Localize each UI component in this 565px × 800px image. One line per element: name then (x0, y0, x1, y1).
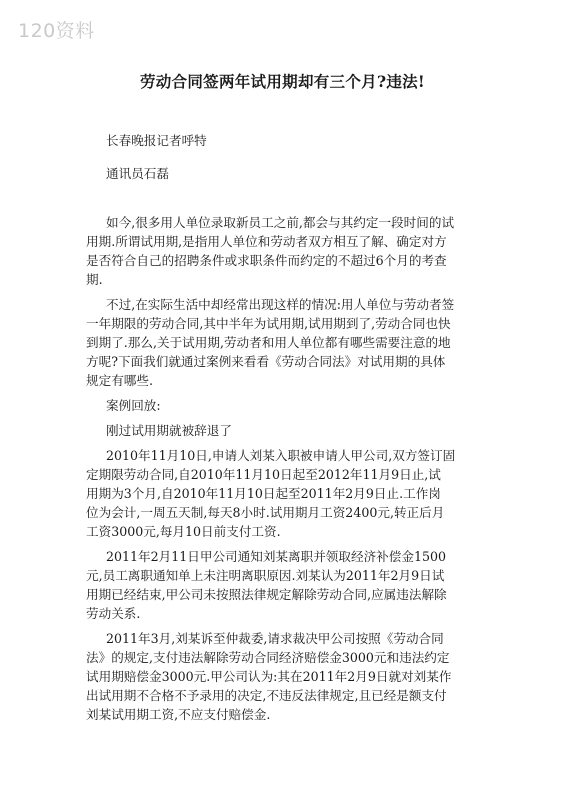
paragraph-line: 劳动关系. (86, 606, 141, 621)
paragraph-line: 位为会计,一周五天制,每天8小时.试用期月工资2400元,转正后月 (86, 505, 445, 520)
paragraph-line: 方呢?下面我们就通过案例来看看《劳动合同法》对试用期的具体 (86, 354, 446, 369)
paragraph-line: 2011年2月11日甲公司通知刘某离职并领取经济补偿金1500 (106, 549, 447, 564)
paragraph-line: 一年期限的劳动合同,其中半年为试用期,试用期到了,劳动合同也快 (86, 316, 451, 331)
case-subheading: 刚过试用期就被辞退了 (106, 423, 232, 438)
watermark-logo: 120资料 (18, 20, 95, 42)
paragraph-line: 工资3000元,每月10日前支付工资. (86, 524, 281, 539)
paragraph-line: 法》的规定,支付违法解除劳动合同经济赔偿金3000元和违法约定 (86, 650, 450, 665)
paragraph-line: 刘某试用期工资,不应支付赔偿金. (86, 707, 271, 722)
paragraph-line: 规定有哪些. (86, 373, 153, 388)
paragraph-line: 2010年11月10日,申请人刘某入职被申请人甲公司,双方签订固 (106, 448, 456, 463)
paragraph-line: 不过,在实际生活中却经常出现这样的情况:用人单位与劳动者签 (106, 297, 455, 312)
paragraph-line: 用期.所谓试用期,是指用人单位和劳动者双方相互了解、确定对方 (86, 234, 447, 249)
paragraph-line: 期. (86, 272, 103, 287)
paragraph-line: 试用期赔偿金3000元.甲公司认为:其在2011年2月9日就对刘某作 (86, 669, 452, 684)
paragraph-line: 到期了.那么,关于试用期,劳动者和用人单位都有哪些需要注意的地 (86, 335, 451, 350)
paragraph-line: 用期为3个月,自2010年11月10日起至2011年2月9日止.工作岗 (86, 486, 441, 501)
paragraph-line: 用期已经结束,甲公司未按照法律规定解除劳动合同,应属违法解除 (86, 587, 447, 602)
section-heading: 案例回放: (106, 398, 161, 413)
byline-correspondent: 通讯员石磊 (106, 166, 169, 181)
paragraph-line: 出试用期不合格不予录用的决定,不违反法律规定,且已经是额支付 (86, 688, 447, 703)
paragraph-line: 元,员工离职通知单上未注明离职原因.刘某认为2011年2月9日试 (86, 568, 445, 583)
byline-reporter: 长春晚报记者呼特 (106, 133, 207, 148)
article-title: 劳动合同签两年试用期却有三个月?违法! (139, 72, 426, 91)
paragraph-line: 2011年3月,刘某诉至仲裁委,请求裁决甲公司按照《劳动合同 (106, 631, 444, 646)
paragraph-line: 如今,很多用人单位录取新员工之前,都会与其约定一段时间的试 (106, 215, 455, 230)
paragraph-line: 是否符合自己的招聘条件或求职条件而约定的不超过6个月的考查 (86, 253, 447, 268)
paragraph-line: 定期限劳动合同,自2010年11月10日起至2012年11月9日止,试 (86, 467, 441, 482)
